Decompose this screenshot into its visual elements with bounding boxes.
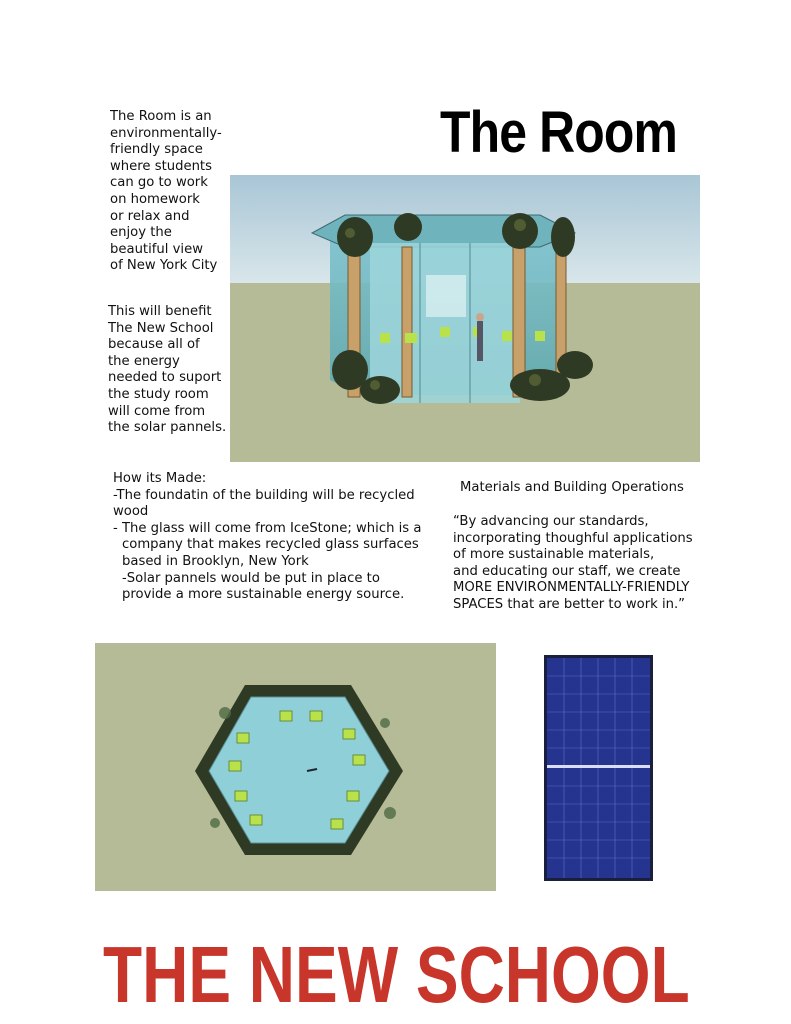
footer-school-name: THE NEW SCHOOL bbox=[103, 930, 690, 1019]
solar-panel-image bbox=[544, 655, 653, 881]
room-render-image bbox=[230, 175, 700, 462]
how-made-section bbox=[113, 471, 443, 604]
how-made-item: provide a more sustainable energy source. bbox=[122, 587, 405, 603]
benefit-paragraph: This will benefit The New School because all of the energy needed to suport the study room will come from the solar pannels. bbox=[108, 304, 227, 436]
how-made-item: company that makes recycled glass surfaces bbox=[122, 537, 419, 553]
how-made-item: -Solar pannels would be put in place to bbox=[122, 570, 380, 586]
materials-quote: “By advancing our standards, incorporating thoughful applications of more sustainable materials, and educating our staff, we create MORE ENVIRONMENTALLY-FRIENDLY SPACES that are better to work in.” bbox=[453, 514, 693, 612]
how-made-item: wood bbox=[113, 504, 149, 520]
how-made-item: based in Brooklyn, New York bbox=[122, 553, 309, 569]
materials-heading: Materials and Building Operations bbox=[460, 480, 684, 495]
how-made-item: - The glass will come from IceStone; which is a bbox=[113, 520, 422, 536]
how-made-item: -The foundatin of the building will be recycled bbox=[113, 487, 415, 503]
page-title: The Room bbox=[440, 100, 677, 165]
room-plan-image bbox=[95, 643, 496, 891]
how-made-heading: How its Made: bbox=[113, 471, 207, 486]
intro-paragraph: The Room is an environmentally- friendly space where students can go to work on homework or relax and enjoy the beautiful view of New York City bbox=[110, 109, 222, 274]
